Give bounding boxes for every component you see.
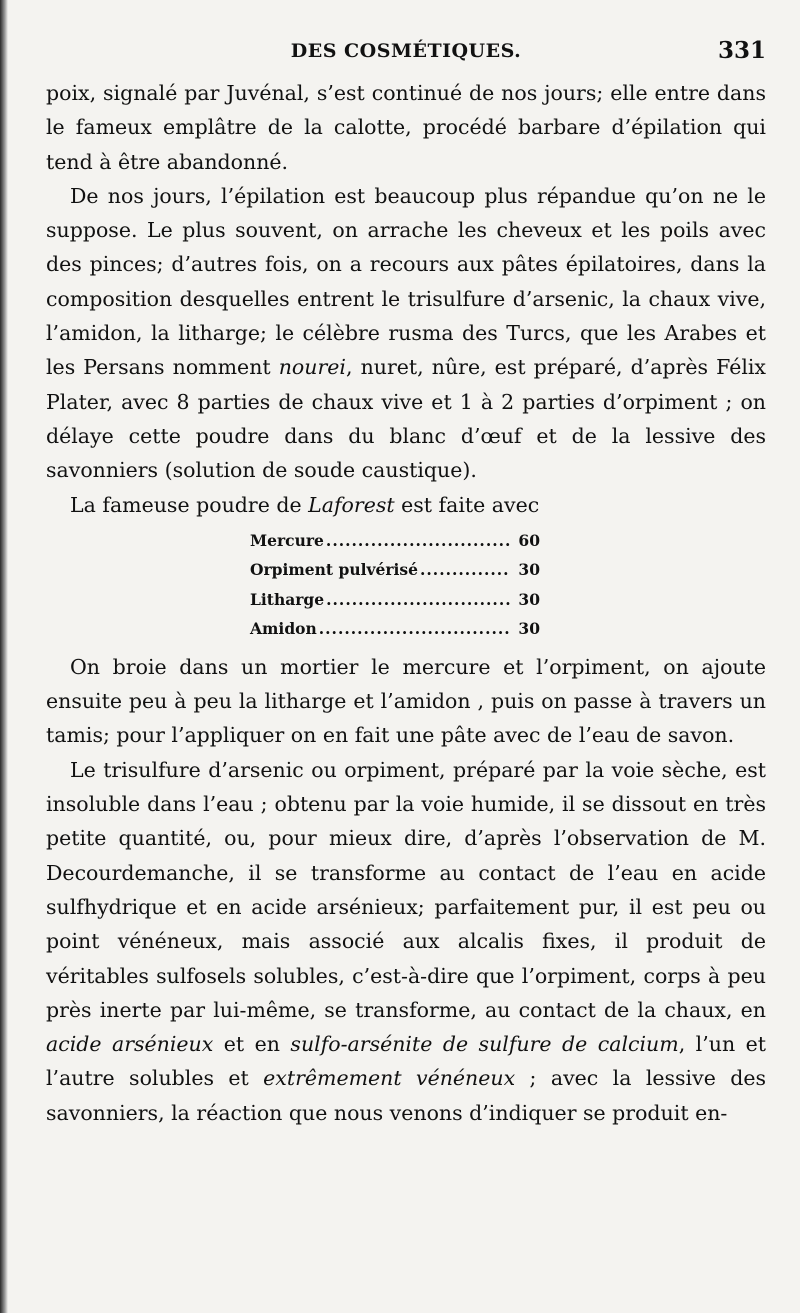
paragraph-4	[46, 650, 766, 753]
recipe-ingredient: Orpiment pulvérisé	[250, 560, 418, 580]
paragraph-5-italic-1: acide arsénieux	[46, 1032, 214, 1057]
dot-leader	[326, 526, 510, 556]
recipe-table	[46, 526, 766, 644]
paragraph-4-text: On broie dans un mortier le mercure et l’orpiment, on ajoute ensuite peu à peu la litharge et l’amidon , puis on passe à travers un tamis; pour l’appliquer on en fait une pâte avec de l’eau de savon.	[46, 654, 766, 748]
paragraph-5-text-c: , l’un et l’autre solubles et	[46, 1032, 766, 1091]
paragraph-1	[46, 76, 766, 179]
paragraph-2-text-b: , nuret, nûre, est préparé, d’après Félix Plater, avec 8 parties de chaux vive et 1 à 2 parties d’orpiment ; on délaye cette poudre dans du blanc d’œuf et de la lessive des savonniers (solution de soude caustique).	[46, 355, 766, 483]
recipe-ingredient: Mercure	[250, 530, 324, 550]
running-head: DES COSMÉTIQUES.	[290, 40, 522, 62]
paragraph-3-text-a: La fameuse poudre de	[70, 492, 309, 517]
recipe-row	[250, 526, 540, 556]
paragraph-1-text: poix, signalé par Juvénal, s’est continué de nos jours; elle entre dans le fameux emplâtre de la calotte, procédé barbare d’épilation qui tend à être abandonné.	[46, 81, 766, 174]
dot-leader	[326, 585, 510, 615]
paragraph-2-text-a: De nos jours, l’épilation est beaucoup plus répandue qu’on ne le suppose. Le plus souvent, on arrache les cheveux et les poils avec des pinces; d’autres fois, on a recours aux pâtes épilatoires, dans la composition desquelles entrent le trisulfure d’arsenic, la chaux vive, l’amidon, la litharge; le célèbre rusma des Turcs, que les Arabes et les Persans nomment	[46, 183, 766, 380]
paragraph-3-text-b: est faite avec	[394, 492, 540, 517]
paragraph-2	[46, 179, 766, 488]
recipe-quantity: 60	[518, 530, 540, 550]
paragraph-5-text-d: ; avec la lessive des savonniers, la réaction que nous venons d’indiquer se produit en-	[46, 1066, 766, 1125]
paragraph-3	[46, 488, 766, 522]
paragraph-5-text-a: Le trisulfure d’arsenic ou orpiment, préparé par la voie sèche, est insoluble dans l’eau ; obtenu par la voie humide, il se dissout en très petite quantité, ou, pour mieux dire, d’après l’observation de M. Decourdemanche, il se transforme au contact de l’eau en acide sulfhydrique et en acide arsénieux; parfaitement pur, il est peu ou point vénéneux, mais associé aux alcalis fixes, il produit de véritables sulfosels solubles, c’est-à-dire que l’orpiment, corps à peu près inerte par lui-même, se transforme, au contact de la chaux, en	[46, 757, 766, 1022]
recipe-quantity: 30	[518, 560, 540, 580]
paragraph-3-italic: Laforest	[308, 492, 395, 517]
recipe-quantity: 30	[518, 619, 540, 639]
paragraph-5-text-b: et en	[213, 1032, 291, 1057]
recipe-ingredient: Litharge	[250, 589, 325, 609]
paragraph-5-italic-2: sulfo-arsénite de sulfure de calcium	[290, 1032, 679, 1057]
recipe-row	[250, 585, 540, 615]
page-number: 331	[717, 37, 766, 64]
paragraph-5	[46, 753, 766, 1130]
dot-leader	[319, 614, 510, 644]
page-binding-shadow	[0, 0, 8, 1313]
recipe-row	[250, 555, 540, 585]
recipe-ingredient: Amidon	[250, 619, 317, 639]
paragraph-2-italic: nourei	[278, 355, 346, 380]
paragraph-5-italic-3: extrêmement vénéneux	[263, 1066, 516, 1091]
dot-leader	[420, 555, 510, 585]
body-text	[46, 76, 766, 1130]
page-header	[46, 34, 766, 68]
recipe-quantity: 30	[518, 589, 540, 609]
recipe-row	[250, 614, 540, 644]
